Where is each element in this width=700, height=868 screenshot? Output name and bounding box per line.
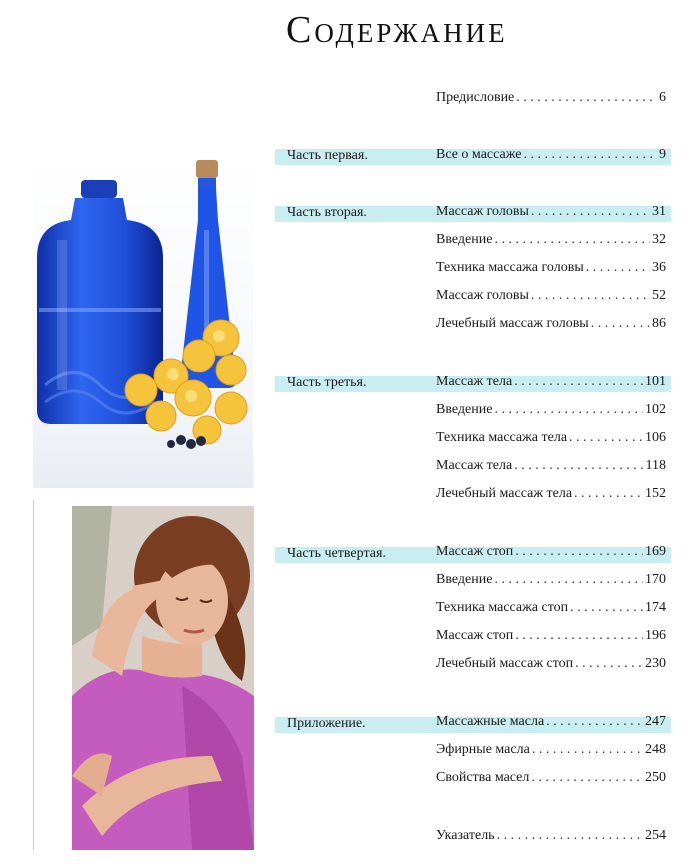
entry-page: 106 <box>645 430 666 445</box>
toc-entry[interactable] <box>436 544 666 564</box>
leader-dots <box>515 544 643 560</box>
leader-dots <box>531 204 650 220</box>
entry-page: 9 <box>659 147 666 162</box>
entry-page: 32 <box>652 232 666 247</box>
entry-title: Массаж головы <box>436 204 529 219</box>
entry-page: 118 <box>645 458 666 473</box>
leader-dots <box>591 316 650 332</box>
leader-dots <box>515 628 643 644</box>
leader-dots <box>494 402 643 418</box>
entry-title: Свойства масел <box>436 770 530 785</box>
toc-entry[interactable] <box>436 770 666 790</box>
toc-entry[interactable] <box>436 600 666 620</box>
entry-title: Массаж тела <box>436 374 513 389</box>
entry-page: 247 <box>645 714 666 729</box>
toc-entry[interactable] <box>436 714 666 734</box>
entry-title: Массаж головы <box>436 288 529 303</box>
entry-title: Массажные масла <box>436 714 545 729</box>
leader-dots <box>569 430 643 446</box>
entry-title: Лечебный массаж головы <box>436 316 589 331</box>
page-title: Содержание <box>286 9 508 51</box>
toc-entry[interactable] <box>436 656 666 676</box>
toc-entry[interactable] <box>436 232 666 252</box>
leader-dots <box>494 572 643 588</box>
entry-title: Лечебный массаж стоп <box>436 656 574 671</box>
part-label: Часть вторая. <box>287 205 367 220</box>
toc-entry[interactable] <box>436 260 666 280</box>
toc-entry[interactable] <box>436 742 666 762</box>
entry-title: Массаж тела <box>436 458 513 473</box>
entry-page: 36 <box>652 260 666 275</box>
leader-dots <box>574 486 643 502</box>
leader-dots <box>497 828 643 844</box>
toc-entry[interactable] <box>436 430 666 450</box>
toc-entry[interactable] <box>436 374 666 394</box>
entry-page: 152 <box>645 486 666 501</box>
toc-entry[interactable] <box>436 458 666 478</box>
entry-title: Предисловие <box>436 90 515 105</box>
entry-title: Массаж стоп <box>436 628 514 643</box>
leader-dots <box>514 458 643 474</box>
toc-entry[interactable] <box>436 486 666 506</box>
entry-title: Эфирные масла <box>436 742 530 757</box>
leader-dots <box>531 770 643 786</box>
toc-entry[interactable] <box>436 402 666 422</box>
toc-entry[interactable] <box>436 288 666 308</box>
leader-dots <box>523 147 657 163</box>
toc-entry[interactable] <box>436 204 666 224</box>
entry-page: 6 <box>659 90 666 105</box>
entry-title: Техника массажа тела <box>436 430 568 445</box>
entry-page: 86 <box>652 316 666 331</box>
entry-page: 250 <box>645 770 666 785</box>
entry-page: 248 <box>645 742 666 757</box>
toc-entry[interactable] <box>436 147 666 167</box>
part-label: Приложение. <box>287 716 366 731</box>
leader-dots <box>531 288 650 304</box>
entry-title: Техника массажа головы <box>436 260 584 275</box>
leader-dots <box>586 260 650 276</box>
toc-entry[interactable] <box>436 628 666 648</box>
leader-dots <box>516 90 657 106</box>
entry-page: 254 <box>645 828 666 843</box>
leader-dots <box>532 742 643 758</box>
entry-page: 196 <box>645 628 666 643</box>
part-label: Часть первая. <box>287 148 368 163</box>
entry-title: Массаж стоп <box>436 544 514 559</box>
entry-page: 52 <box>652 288 666 303</box>
entry-page: 230 <box>645 656 666 671</box>
leader-dots <box>575 656 643 672</box>
leader-dots <box>546 714 643 730</box>
entry-page: 169 <box>645 544 666 559</box>
entry-page: 31 <box>652 204 666 219</box>
part-label: Часть третья. <box>287 375 367 390</box>
entry-title: Все о массаже <box>436 147 522 162</box>
entry-title: Лечебный массаж тела <box>436 486 573 501</box>
toc-entry[interactable] <box>436 90 666 110</box>
entry-page: 174 <box>645 600 666 615</box>
entry-title: Указатель <box>436 828 495 843</box>
entry-title: Введение <box>436 232 493 247</box>
toc-entry[interactable] <box>436 828 666 848</box>
leader-dots <box>570 600 643 616</box>
part-label: Часть четвертая. <box>287 546 386 561</box>
entry-title: Техника массажа стоп <box>436 600 569 615</box>
leader-dots <box>494 232 650 248</box>
toc-entry[interactable] <box>436 572 666 592</box>
leader-dots <box>514 374 643 390</box>
entry-page: 170 <box>645 572 666 587</box>
entry-page: 101 <box>645 374 666 389</box>
entry-page: 102 <box>645 402 666 417</box>
toc-entry[interactable] <box>436 316 666 336</box>
entry-title: Введение <box>436 402 493 417</box>
entry-title: Введение <box>436 572 493 587</box>
